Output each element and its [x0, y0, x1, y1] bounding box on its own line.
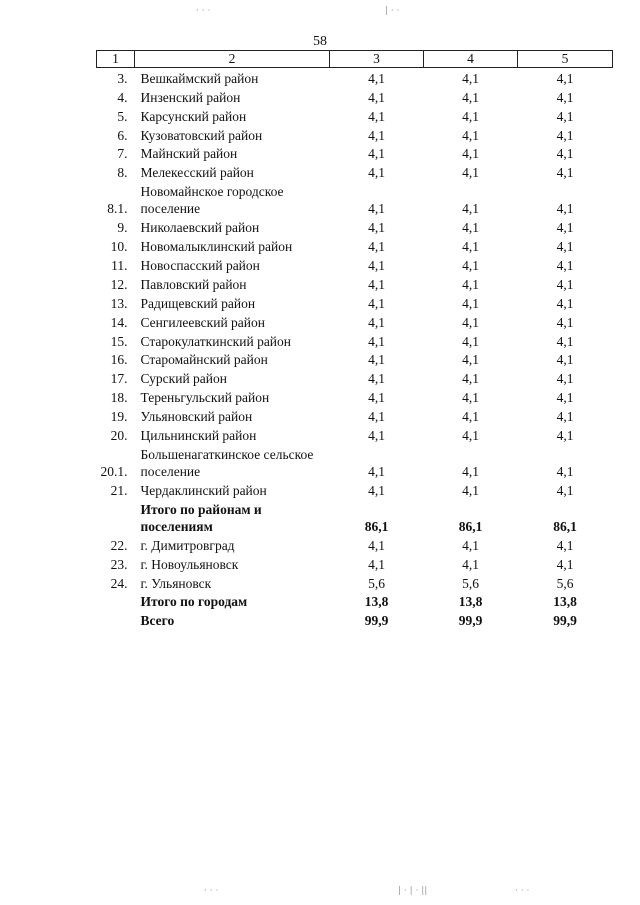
row-name: Чердаклинский район	[140, 482, 267, 498]
scan-artifact-mark: · · ·	[515, 886, 530, 896]
row-name: г. Новоульяновск	[140, 556, 239, 572]
row-number: 13.	[110, 295, 128, 311]
value-col-4: 4,1	[462, 201, 479, 217]
value-col-5: 4,1	[556, 127, 574, 143]
value-col-3: 4,1	[368, 108, 385, 124]
row-name: г. Ульяновск	[140, 575, 212, 591]
table-row	[97, 425, 613, 444]
row-name: Николаевский район	[140, 220, 260, 236]
row-number: 16.	[110, 352, 128, 368]
row-number: 4.	[117, 89, 128, 105]
value-col-3: 4,1	[368, 556, 385, 572]
value-col-5: 4,1	[556, 295, 574, 311]
table-row	[97, 87, 613, 106]
row-number: 20.1.	[100, 464, 128, 480]
value-col-5: 4,1	[556, 556, 574, 572]
value-col-5: 4,1	[556, 239, 574, 255]
value-col-3: 4,1	[368, 239, 385, 255]
value-col-3: 86,1	[364, 518, 389, 534]
value-col-5: 4,1	[556, 201, 574, 217]
allocation-table	[96, 50, 613, 629]
table-row	[97, 480, 613, 499]
value-col-3: 4,1	[368, 464, 385, 480]
value-col-4: 4,1	[462, 239, 479, 255]
header-col-3: 3	[330, 51, 424, 68]
row-number: 14.	[110, 314, 128, 330]
header-col-4: 4	[424, 51, 518, 68]
row-number: 19.	[110, 409, 128, 425]
row-number: 7.	[117, 146, 128, 162]
value-col-3: 4,1	[368, 165, 385, 181]
value-col-4: 4,1	[462, 108, 479, 124]
value-col-4: 4,1	[462, 165, 479, 181]
value-col-4: 4,1	[462, 428, 479, 444]
value-col-3: 4,1	[368, 295, 385, 311]
table-row	[97, 68, 613, 87]
value-col-3: 4,1	[368, 390, 385, 406]
row-number: 20.	[110, 428, 128, 444]
row-number: 21.	[110, 482, 128, 498]
page-number: 58	[313, 34, 327, 49]
row-number: 15.	[110, 333, 128, 349]
table-row	[97, 535, 613, 554]
row-name: Инзенский район	[140, 89, 241, 105]
value-col-4: 4,1	[462, 371, 479, 387]
value-col-5: 4,1	[556, 108, 574, 124]
row-name: Майнский район	[140, 146, 238, 162]
total-row	[97, 499, 613, 535]
row-name: Радищевский район	[140, 295, 256, 311]
value-col-4: 4,1	[462, 390, 479, 406]
value-col-3: 4,1	[368, 352, 385, 368]
value-col-4: 4,1	[462, 314, 479, 330]
value-col-5: 4,1	[556, 352, 574, 368]
row-number: 12.	[110, 276, 128, 292]
row-name: Всего	[140, 613, 175, 629]
scan-artifact-mark: | · ·	[385, 6, 400, 16]
value-col-4: 4,1	[462, 409, 479, 425]
row-number: 24.	[110, 575, 128, 591]
value-col-5: 13,8	[553, 594, 577, 610]
row-name: Цильнинский район	[140, 428, 257, 444]
row-name: Старомайнский район	[140, 352, 268, 368]
value-col-4: 4,1	[462, 556, 479, 572]
row-name: Итого по городам	[140, 594, 248, 610]
value-col-4: 4,1	[462, 258, 479, 274]
table-header	[97, 51, 613, 68]
table-row	[97, 236, 613, 255]
value-col-4: 4,1	[462, 482, 479, 498]
value-col-5: 4,1	[556, 165, 574, 181]
table-row	[97, 181, 613, 217]
row-name: Ульяновский район	[140, 409, 253, 425]
row-number: 10.	[110, 239, 128, 255]
scan-artifact-mark: | · | · ||	[398, 886, 428, 896]
table-row	[97, 406, 613, 425]
total-row	[97, 610, 613, 629]
row-name: г. Димитровград	[140, 537, 235, 553]
row-name: Сурский район	[140, 371, 227, 387]
row-name: Новомалыклинский район	[140, 239, 293, 255]
value-col-3: 4,1	[368, 482, 385, 498]
row-name: Большенагаткинское сельское поселение	[140, 447, 314, 480]
value-col-5: 4,1	[556, 428, 574, 444]
table-row	[97, 573, 613, 592]
value-col-3: 4,1	[368, 276, 385, 292]
value-col-4: 99,9	[458, 613, 483, 629]
row-name: Карсунский район	[140, 108, 247, 124]
table-row	[97, 350, 613, 369]
table-row	[97, 274, 613, 293]
value-col-4: 86,1	[458, 518, 483, 534]
value-col-5: 4,1	[556, 220, 574, 236]
table-row	[97, 162, 613, 181]
row-name: Павловский район	[140, 276, 247, 292]
value-col-3: 4,1	[368, 146, 385, 162]
table-row	[97, 331, 613, 350]
row-number: 22.	[110, 537, 128, 553]
value-col-5: 4,1	[556, 70, 574, 86]
value-col-3: 4,1	[368, 371, 385, 387]
value-col-3: 4,1	[368, 314, 385, 330]
value-col-5: 4,1	[556, 333, 574, 349]
value-col-4: 4,1	[462, 127, 479, 143]
value-col-3: 13,8	[364, 594, 389, 610]
row-number	[97, 610, 135, 629]
value-col-3: 4,1	[368, 70, 385, 86]
value-col-5: 4,1	[556, 146, 574, 162]
value-col-5: 4,1	[556, 537, 574, 553]
value-col-4: 4,1	[462, 352, 479, 368]
value-col-3: 4,1	[368, 333, 385, 349]
row-name: Итого по районам и поселениям	[140, 501, 262, 534]
table-row	[97, 125, 613, 144]
table-row	[97, 255, 613, 274]
row-name: Новоспасский район	[140, 258, 260, 274]
value-col-4: 4,1	[462, 295, 479, 311]
value-col-4: 4,1	[462, 537, 479, 553]
table-row	[97, 106, 613, 125]
value-col-5: 4,1	[556, 89, 574, 105]
value-col-3: 4,1	[368, 537, 385, 553]
table-row	[97, 554, 613, 573]
value-col-3: 4,1	[368, 89, 385, 105]
table-row	[97, 387, 613, 406]
row-name: Новомайнское городское поселение	[140, 184, 284, 217]
table-row	[97, 312, 613, 331]
row-name: Мелекесский район	[140, 165, 254, 181]
row-number	[97, 499, 135, 535]
value-col-3: 5,6	[368, 575, 385, 591]
row-number: 8.	[117, 165, 128, 181]
row-number: 9.	[117, 220, 128, 236]
value-col-5: 4,1	[556, 390, 574, 406]
row-number: 6.	[117, 127, 128, 143]
value-col-3: 4,1	[368, 428, 385, 444]
row-name: Вешкаймский район	[140, 70, 259, 86]
value-col-3: 99,9	[364, 613, 389, 629]
row-name: Сенгилеевский район	[140, 314, 265, 330]
scan-artifact-mark: · · ·	[196, 6, 211, 16]
value-col-5: 4,1	[556, 371, 574, 387]
value-col-5: 4,1	[556, 314, 574, 330]
header-col-5: 5	[518, 51, 613, 68]
value-col-5: 99,9	[553, 613, 577, 629]
value-col-5: 4,1	[556, 409, 574, 425]
row-number: 11.	[111, 258, 128, 274]
row-name: Кузоватовский район	[140, 127, 263, 143]
table-row	[97, 444, 613, 480]
header-col-2: 2	[135, 51, 330, 68]
value-col-3: 4,1	[368, 220, 385, 236]
value-col-5: 5,6	[556, 575, 574, 591]
value-col-3: 4,1	[368, 127, 385, 143]
row-number: 23.	[110, 556, 128, 572]
row-name: Старокулаткинский район	[140, 333, 292, 349]
scan-artifact-mark: · · ·	[204, 886, 219, 896]
header-col-1: 1	[97, 51, 135, 68]
table-body	[97, 68, 613, 630]
value-col-5: 4,1	[556, 464, 574, 480]
value-col-4: 13,8	[458, 594, 483, 610]
header-row	[97, 51, 613, 68]
value-col-4: 4,1	[462, 70, 479, 86]
value-col-4: 4,1	[462, 333, 479, 349]
value-col-3: 4,1	[368, 258, 385, 274]
value-col-4: 4,1	[462, 146, 479, 162]
value-col-4: 4,1	[462, 89, 479, 105]
row-number: 18.	[110, 390, 128, 406]
table-row	[97, 368, 613, 387]
row-number	[97, 592, 135, 611]
value-col-3: 4,1	[368, 201, 385, 217]
value-col-5: 4,1	[556, 482, 574, 498]
table-row	[97, 144, 613, 163]
row-number: 5.	[117, 108, 128, 124]
value-col-5: 4,1	[556, 276, 574, 292]
total-row	[97, 592, 613, 611]
value-col-4: 4,1	[462, 276, 479, 292]
value-col-5: 86,1	[553, 518, 577, 534]
row-number: 3.	[117, 70, 128, 86]
table-row	[97, 293, 613, 312]
table-row	[97, 217, 613, 236]
value-col-4: 5,6	[462, 575, 479, 591]
allocation-table-container	[96, 50, 612, 629]
value-col-3: 4,1	[368, 409, 385, 425]
value-col-4: 4,1	[462, 464, 479, 480]
row-name: Тереньгульский район	[140, 390, 270, 406]
row-number: 17.	[110, 371, 128, 387]
row-number: 8.1.	[107, 201, 128, 217]
value-col-4: 4,1	[462, 220, 479, 236]
value-col-5: 4,1	[556, 258, 574, 274]
